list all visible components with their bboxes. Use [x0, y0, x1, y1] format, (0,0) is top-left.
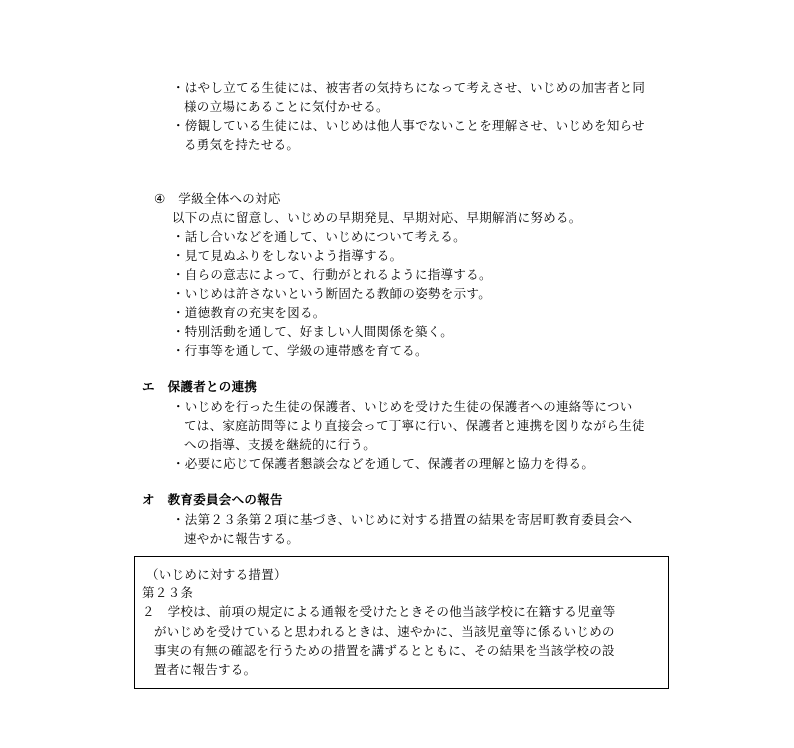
- law-line-1: ２ 学校は、前項の規定による通報を受けたときその他当該学校に在籍する児童等: [142, 604, 616, 619]
- e-line-1: ・いじめを行った生徒の保護者、いじめを受けた生徒の保護者への連絡等につい: [172, 399, 633, 414]
- e-heading: エ 保護者との連携: [142, 379, 258, 394]
- uchi-line-3: ・傍観している生徒には、いじめは他人事でないことを理解させ、いじめを知らせ: [172, 118, 645, 133]
- uchi-line-4: る勇気を持たせる。: [184, 137, 300, 152]
- law-line-3: 事実の有無の確認を行うための措置を講ずるとともに、その結果を当該学校の設: [154, 643, 615, 658]
- e-line-3: への指導、支援を継続的に行う。: [184, 437, 377, 452]
- e-line-2: ては、家庭訪問等により直接会って丁寧に行い、保護者と連携を図りながら生徒: [184, 418, 645, 433]
- class-intro: 以下の点に留意し、いじめの早期発見、早期対応、早期解消に努める。: [172, 210, 582, 225]
- law-article: 第２３条: [142, 585, 194, 600]
- class-item-5: ・道徳教育の充実を図る。: [172, 305, 326, 320]
- class-item-7: ・行事等を通して、学級の連帯感を育てる。: [172, 343, 428, 358]
- class-heading: ④ 学級全体への対応: [154, 191, 281, 206]
- o-line-2: 速やかに報告する。: [184, 531, 300, 546]
- class-item-6: ・特別活動を通して、好ましい人間関係を築く。: [172, 324, 454, 339]
- class-item-2: ・見て見ぬふりをしないよう指導する。: [172, 248, 403, 263]
- class-item-4: ・いじめは許さないという断固たる教師の姿勢を示す。: [172, 286, 492, 301]
- o-line-1: ・法第２３条第２項に基づき、いじめに対する措置の結果を寄居町教育委員会へ: [172, 512, 633, 527]
- e-line-4: ・必要に応じて保護者懇談会などを通して、保護者の理解と協力を得る。: [172, 456, 595, 471]
- law-line-2: がいじめを受けていると思われるときは、速やかに、当該児童等に係るいじめの: [154, 624, 615, 639]
- uchi-line-2: 様の立場にあることに気付かせる。: [184, 99, 389, 114]
- law-line-4: 置者に報告する。: [154, 662, 257, 677]
- uchi-line-1: ・はやし立てる生徒には、被害者の気持ちになって考えさせ、いじめの加害者と同: [172, 80, 646, 95]
- class-item-1: ・話し合いなどを通して、いじめについて考える。: [172, 229, 466, 244]
- o-heading: オ 教育委員会への報告: [142, 492, 283, 507]
- law-title: （いじめに対する措置）: [146, 567, 287, 582]
- class-item-3: ・自らの意志によって、行動がとれるように指導する。: [172, 267, 492, 282]
